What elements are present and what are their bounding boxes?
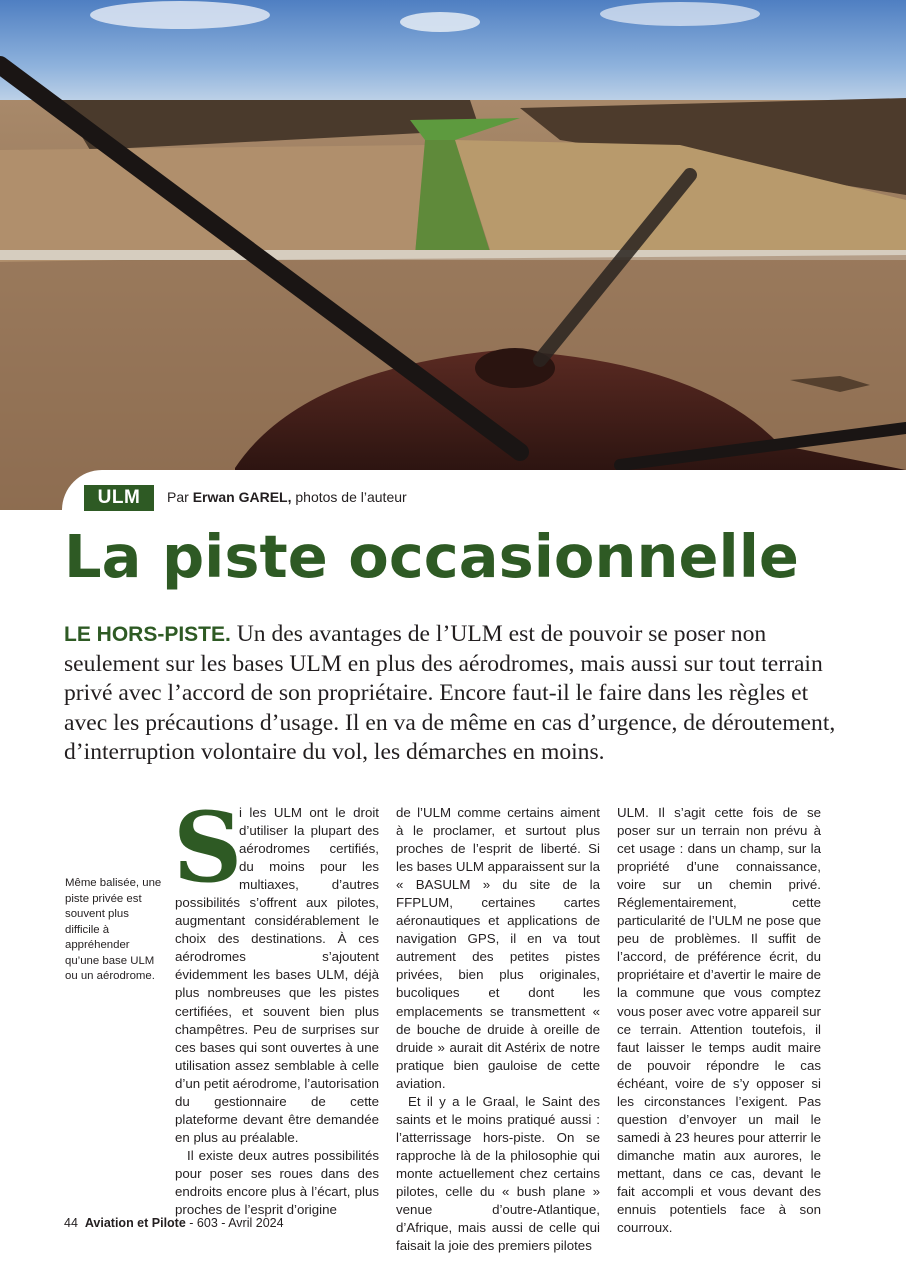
photo-caption: Même balisée, une piste privée est souvent plus difficile à appréhender qu’une base ULM ou un aérodrome. — [65, 877, 162, 982]
aerial-field-photo — [0, 0, 906, 510]
paragraph: ULM. Il s’agit cette fois de se poser sur un terrain non prévu à cet usage : dans un champ, sur la propriété d’une connaissance, voire sur un chemin privé. Réglementairement, cette particularité de l’ULM ne pose que peu de problèmes. Il suffit de l’accord, de préférence écrit, du propriétaire et d’avertir le maire de la commune que vous comptez vous poser avec votre appareil sur ce terrain. Attention toutefois, il faut laisser le temps audit maire de pouvoir répondre le cas échéant, voire de s’y opposer si les circonstances l’exigent. Pas question d’envoyer un mail le samedi à 23 heures pour atterrir le dimanche matin aux aurores, le mettant, dans ce cas, devant le fait accompli et vous devant des ennuis potentiels face à son courroux. — [617, 805, 821, 1236]
issue-info: - 603 - Avril 2024 — [185, 1216, 284, 1230]
page-footer — [64, 1216, 284, 1230]
column-2 — [396, 804, 600, 1255]
intro-lead: LE HORS-PISTE. — [64, 623, 231, 646]
paragraph: Et il y a le Graal, le Saint des saints et le moins pratiqué aussi : l’atterrissage hors-piste. On se rapproche là de la philosophie qui monte actuellement chez certains pilotes, celle du « bush plane » venue d’outre-Atlantique, d’Afrique, mais aussi de celle qui faisait la joie des premiers pilotes — [396, 1093, 600, 1254]
article-title: La piste occasionnelle — [64, 522, 799, 591]
paragraph: Il existe deux autres possibilités pour poser ses roues dans des endroits encore plus à l’écart, plus proches de l’esprit d’origine — [175, 1147, 379, 1218]
paragraph-text: i les ULM ont le droit d’utiliser la plupart des aérodromes certifiés, du moins pour les multiaxes, d’autres possibilités s’offrent aux pilotes, augmentant considérablement le choix des destinations. À ces aérodromes s’ajoutent évidemment les bases ULM, déjà plus nombreuses que les pistes certifiées, et souvent bien plus champêtres. Peu de surprises sur ces bases qui sont ouvertes à une utilisation assez semblable à celle d’un petit aérodrome, l’autorisation du gestionnaire de cette plateforme devant être demandée en plus au préalable. — [175, 805, 380, 1145]
hero-photo — [0, 0, 906, 510]
article-intro — [64, 620, 844, 768]
paragraph — [173, 791, 380, 1147]
paragraph: de l’ULM comme certains aiment à le proclamer, et surtout plus proches de l’esprit de liberté. Si les bases ULM apparaissent sur la « BASULM » du site de la FFPLUM, certaines cartes aéronautiques et applications de navigation GPS, il en va tout autrement des petites pistes privées, bien plus originales, bucoliques et dont les emplacements se transmettent « de bouche de druide à oreille de druide » aurait dit Astérix de notre pratique bien gauloise de cette aviation. — [396, 805, 600, 1091]
byline-author: Erwan GAREL, — [192, 489, 292, 505]
column-1 — [173, 791, 380, 1219]
byline-suffix: photos de l’auteur — [291, 489, 407, 505]
intro-text: Un des avantages de l’ULM est de pouvoir se poser non seulement sur les bases ULM en plus des aérodromes, mais aussi sur tout terrain privé avec l’accord de son propriétaire. Encore faut-il le faire dans les règles et avec les précautions d’usage. Il en va de même en cas d’urgence, de déroutement, d’interruption volontaire du vol, les démarches en moins. — [64, 621, 836, 765]
byline-prefix: Par — [167, 489, 193, 505]
byline — [167, 489, 407, 505]
section-tag: ULM — [84, 485, 154, 511]
magazine-name: Aviation et Pilote — [84, 1216, 186, 1230]
column-3 — [617, 804, 821, 1237]
page-number: 44 — [64, 1216, 78, 1230]
drop-cap: S — [173, 791, 243, 904]
